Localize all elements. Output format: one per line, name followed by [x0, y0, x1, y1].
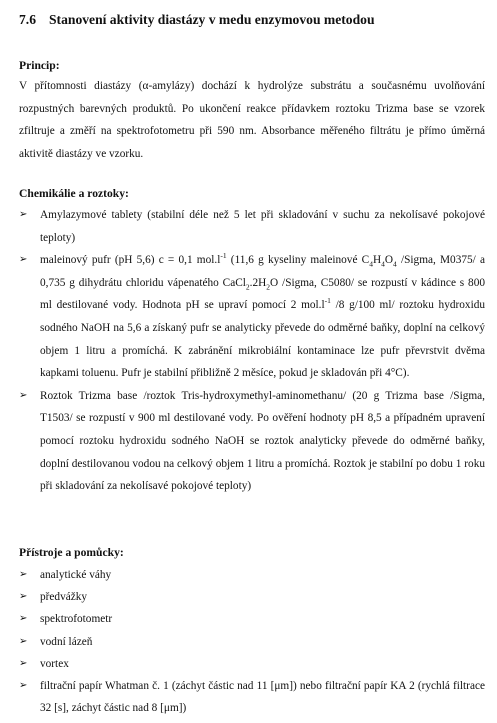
pristroje-item — [19, 564, 485, 586]
chemikalie-item-text: maleinový pufr (pH 5,6) c = 0,1 $mol.l^{-1}$ (11,6 g kyseliny maleinové $C_4H_4O_4$ /Sigma, M0375/ a 0,735 g dihydrátu chloridu vápenatého $CaCl_2.2H_2O$ /Sigma, C5080/ se rozpustí v kádince s 800 ml destilované vody. Hodnota pH se upraví pomocí 2 $mol.l^{-1}$ /8 g/100 ml/ roztoku hydroxidu sodného NaOH na 5,6 a získaný pufr se analyticky převede do odměrné baňky, doplní na celkový objem 1 litru a promíchá. K zabránění mikrobiální kontaminace lze pufr převrstvit dvěma kapkami toluenu. Pufr je stabilní přibližně 2 měsíce, pokud je skladován při 4°C). — [40, 251, 485, 380]
pristroje-item — [19, 586, 485, 608]
pristroje-item — [19, 675, 485, 719]
pristroje-item-text: vodní lázeň — [40, 635, 93, 648]
section-heading — [19, 12, 375, 28]
chemikalie-item — [19, 249, 485, 385]
section-title: Stanovení aktivity diastázy v medu enzymovou metodou — [49, 12, 375, 27]
chemikalie-title: Chemikálie a roztoky: — [19, 187, 129, 200]
pristroje-item-text: předvážky — [40, 591, 88, 604]
pristroje-item-text: spektrofotometr — [40, 613, 113, 626]
arrow-bullet-icon: ➢ — [19, 657, 28, 669]
pristroje-item-text: filtrační papír Whatman č. 1 (záchyt částic nad 11 [μm]) nebo filtrační papír KA 2 (rychlá filtrace 32 [s], záchyt částic nad 8 [μm]) — [40, 680, 485, 715]
pristroje-title: Přístroje a pomůcky: — [19, 546, 124, 559]
pristroje-item — [19, 631, 485, 653]
pristroje-list — [19, 564, 485, 719]
pristroje-item — [19, 608, 485, 630]
section-number: 7.6 — [19, 12, 36, 27]
arrow-bullet-icon: ➢ — [19, 635, 28, 647]
arrow-bullet-icon: ➢ — [19, 613, 28, 625]
arrow-bullet-icon: ➢ — [19, 569, 28, 580]
chemikalie-item — [19, 204, 485, 249]
arrow-bullet-icon: ➢ — [19, 680, 28, 692]
arrow-bullet-icon: ➢ — [19, 389, 28, 401]
chemikalie-item-text: Amylazymové tablety (stabilní déle než 5 let při skladování v suchu za nekolísavé pokojové teploty) — [40, 209, 485, 244]
princip-title: Princip: — [19, 59, 60, 72]
chemikalie-item-text: Roztok Trizma base /roztok Tris-hydroxymethyl-aminomethanu/ (20 g Trizma base /Sigma, T1503/ se rozpustí v 900 ml destilované vody. Po ověření hodnoty pH 8,5 a případném upravení pomocí roztoku hydroxidu sodného NaOH se roztok analyticky převede do odměrné baňky, doplní destilovanou vodou na celkový objem 1 litru a promíchá. Roztok je stabilní po dobu 1 roku při skladování za nekolísavé pokojové teploty) — [40, 389, 485, 493]
princip-paragraph: V přítomnosti diastázy (α-amylázy) dochází k hydrolýze substrátu a současnému uvolňování rozpustných barevných produktů. Po ukončení reakce přídavkem roztoku Trizma base se vzorek zfiltruje a změří na spektrofotometru při 590 nm. Absorbance měřeného filtrátu je přímo úměrná aktivitě diastázy ve vzorku. — [19, 80, 485, 160]
chemikalie-list — [19, 204, 485, 498]
arrow-bullet-icon: ➢ — [19, 254, 28, 266]
chemikalie-item — [19, 385, 485, 498]
pristroje-item — [19, 653, 485, 675]
pristroje-item-text: analytické váhy — [40, 569, 112, 581]
arrow-bullet-icon: ➢ — [19, 591, 28, 603]
pristroje-item-text: vortex — [40, 657, 69, 670]
arrow-bullet-icon: ➢ — [19, 209, 28, 220]
